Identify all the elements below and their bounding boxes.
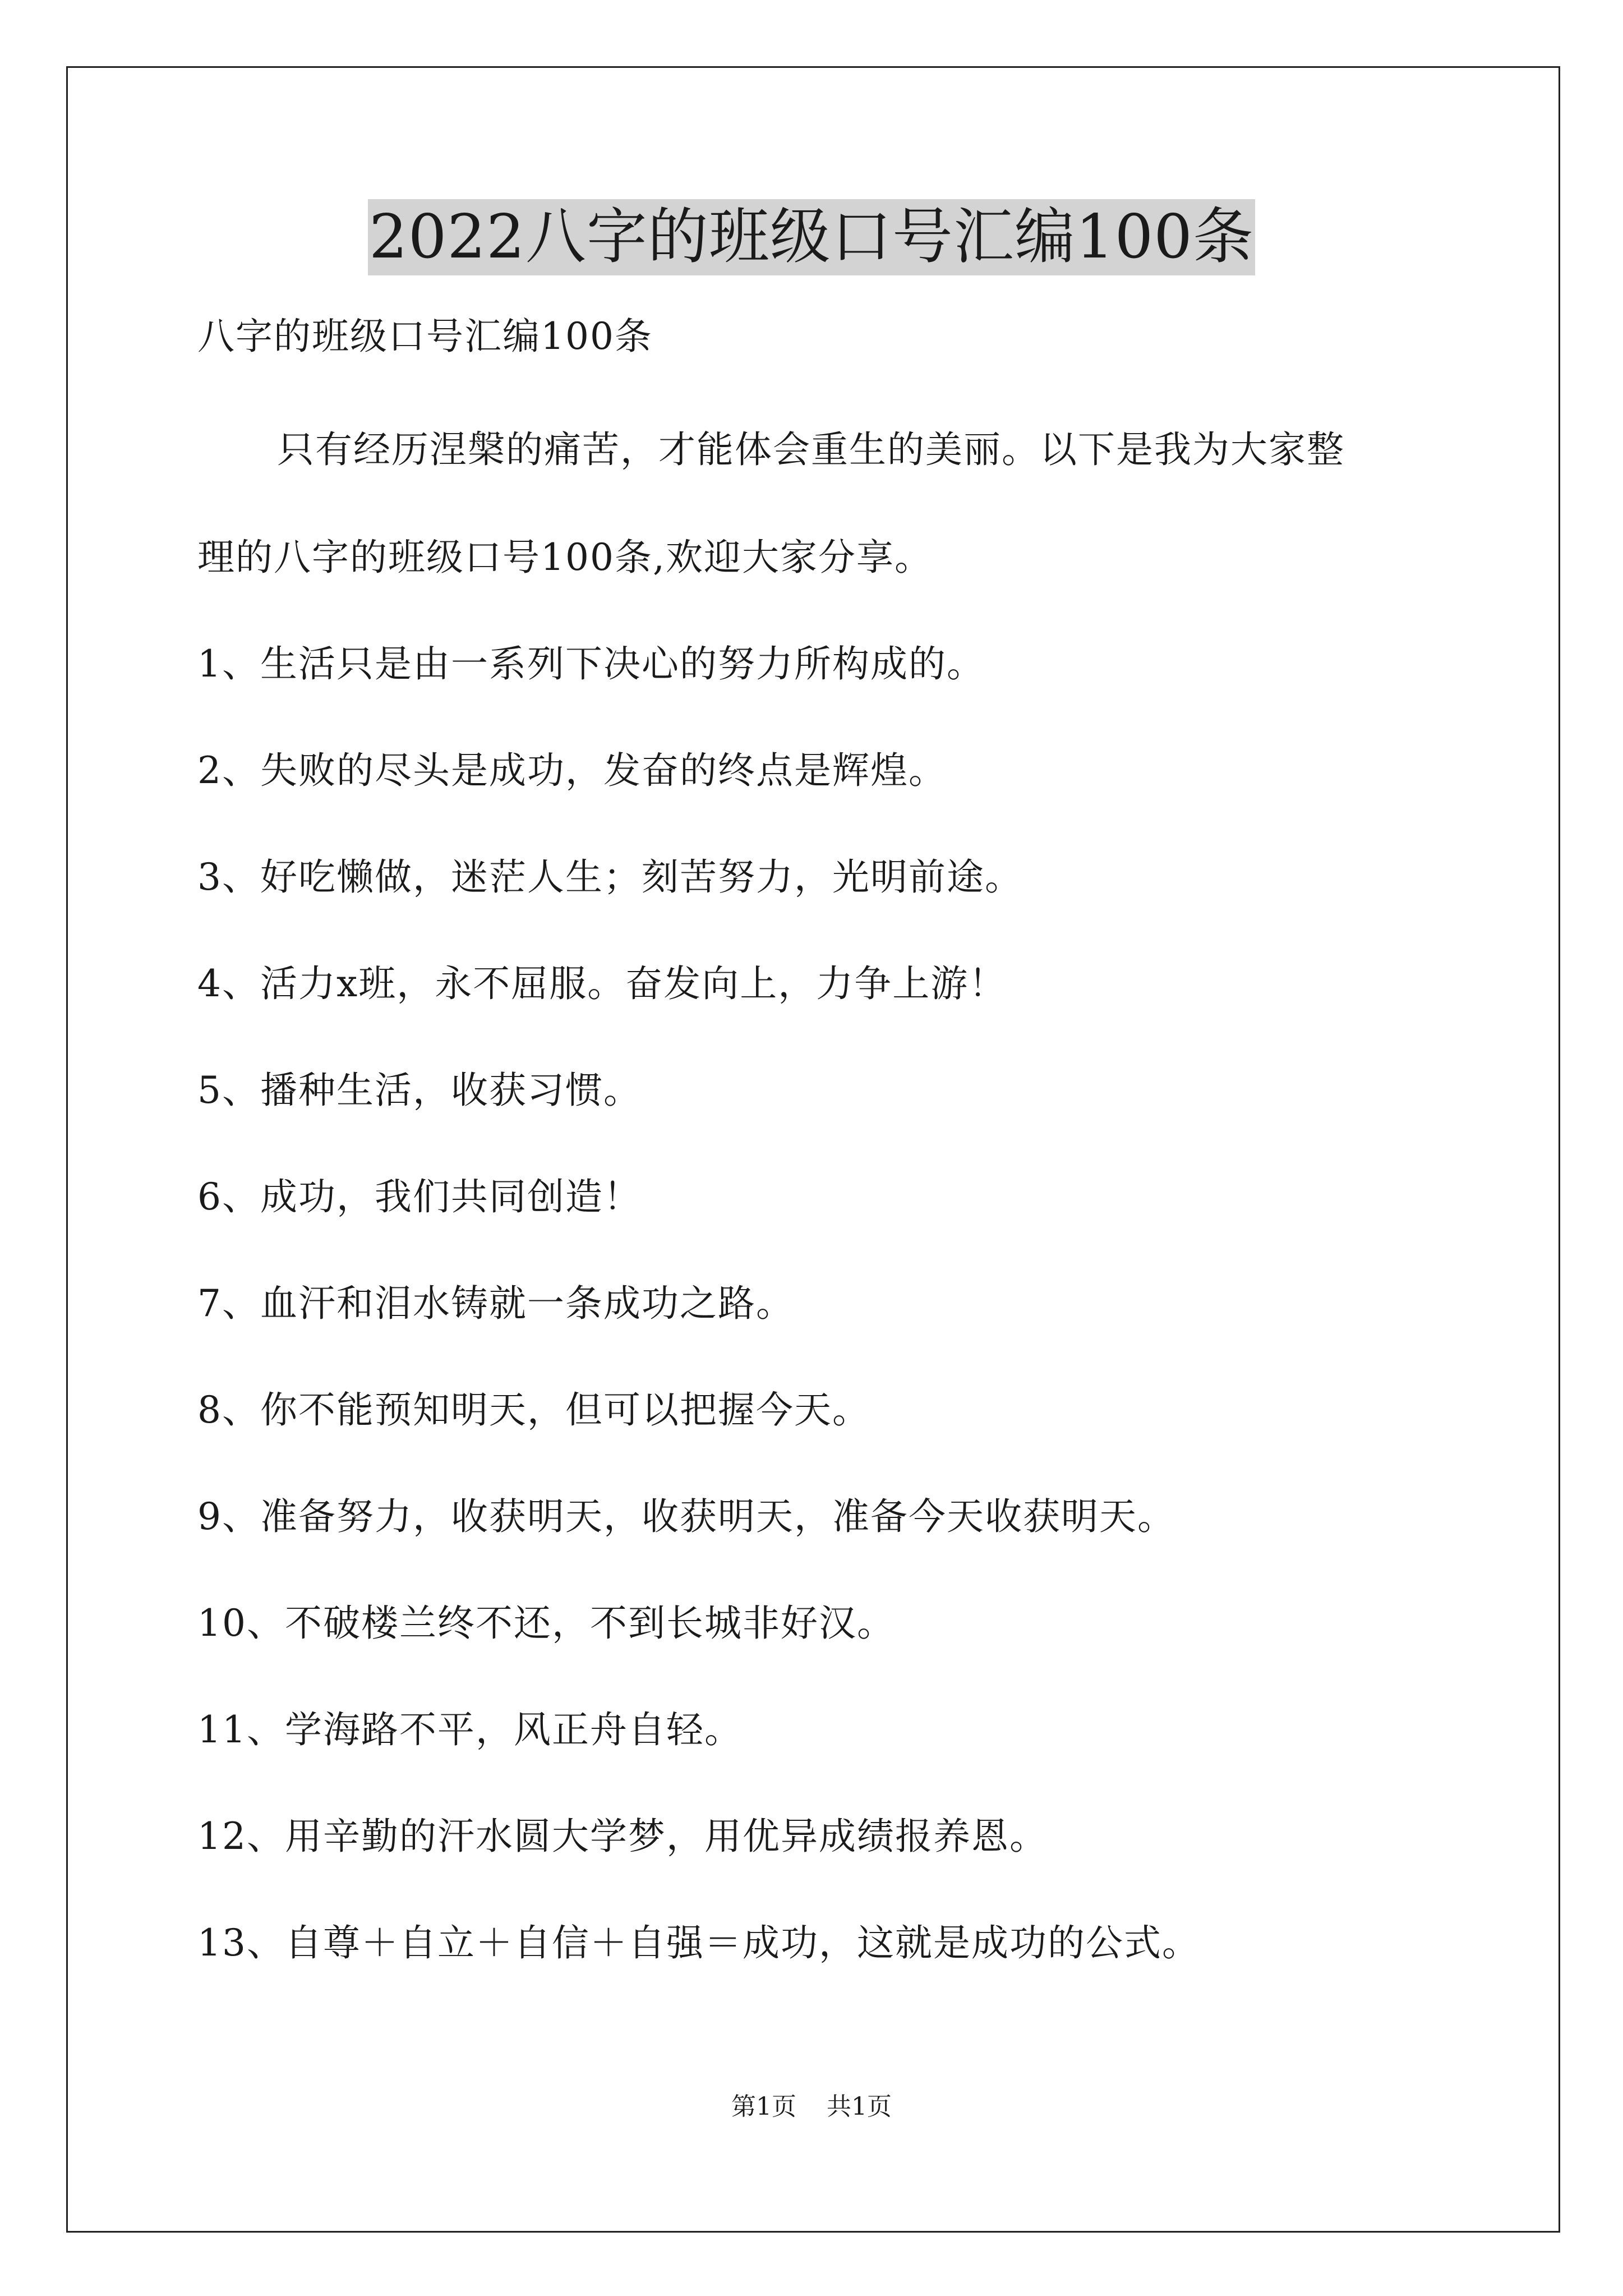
slogan-item: 11、学海路不平，风正舟自轻。 — [197, 1708, 743, 1751]
intro-paragraph-line: 只有经历涅槃的痛苦，才能体会重生的美丽。以下是我为大家整 — [277, 428, 1345, 471]
slogan-item: 13、自尊＋自立＋自信＋自强＝成功，这就是成功的公式。 — [197, 1921, 1200, 1964]
document-body — [197, 314, 1454, 2027]
slogan-item: 4、活力x班，永不屈服。奋发向上，力争上游！ — [197, 962, 1007, 1005]
page-footer — [0, 2091, 1623, 2123]
slogan-item: 1、生活只是由一系列下决心的努力所构成的。 — [197, 642, 985, 685]
slogan-item: 10、不破楼兰终不还，不到长城非好汉。 — [197, 1602, 895, 1645]
slogan-item: 12、用辛勤的汗水圆大学梦，用优异成绩报养恩。 — [197, 1815, 1048, 1858]
document-subtitle: 八字的班级口号汇编100条 — [197, 315, 653, 358]
title-area — [0, 199, 1623, 275]
document-title: 2022八字的班级口号汇编100条 — [368, 199, 1255, 275]
page-number-current: 第1页 — [731, 2092, 796, 2121]
slogan-item: 7、血汗和泪水铸就一条成功之路。 — [197, 1282, 794, 1325]
slogan-item: 6、成功，我们共同创造！ — [197, 1175, 642, 1218]
slogan-item: 9、准备努力，收获明天，收获明天，准备今天收获明天。 — [197, 1495, 1175, 1538]
intro-paragraph-line: 理的八字的班级口号100条,欢迎大家分享。 — [197, 536, 933, 579]
slogan-item: 8、你不能预知明天，但可以把握今天。 — [197, 1388, 870, 1432]
slogan-item: 3、好吃懒做，迷茫人生；刻苦努力，光明前途。 — [197, 855, 1023, 899]
page-number-total: 共1页 — [827, 2092, 892, 2121]
slogan-item: 5、播种生活，收获习惯。 — [197, 1069, 642, 1112]
slogan-item: 2、失败的尽头是成功，发奋的终点是辉煌。 — [197, 749, 947, 792]
